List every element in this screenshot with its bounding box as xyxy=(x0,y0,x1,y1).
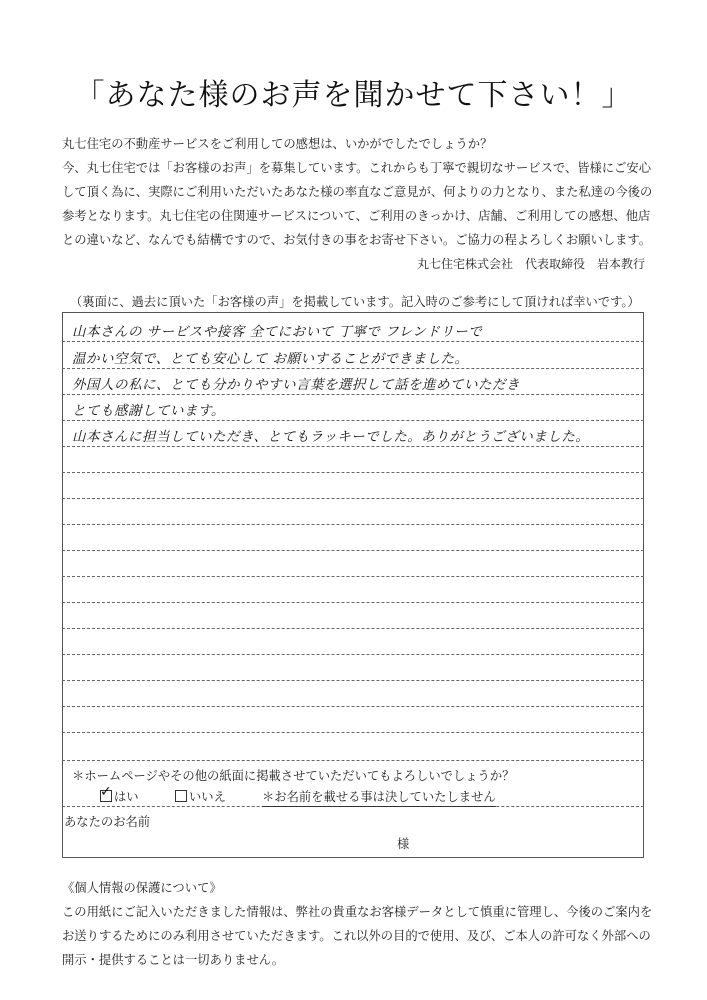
name-suffix: 様 xyxy=(397,837,410,851)
page-title: 「あなた様のお声を聞かせて下さい！」 xyxy=(74,78,633,113)
signature: 丸七住宅株式会社 代表取締役 岩本教行 xyxy=(416,257,645,271)
handwritten-comment-line: 山本さんに担当していただき、とてもラッキーでした。ありがとうございました。 xyxy=(72,429,590,445)
ruled-line xyxy=(62,368,644,369)
yes-checkbox[interactable] xyxy=(100,784,112,802)
ruled-line xyxy=(62,394,644,395)
ruled-line xyxy=(62,498,644,499)
privacy-line: この用紙にご記入いただきました情報は、弊社の貴重なお客様データとして慎重に管理し、今後のご案内を xyxy=(62,905,653,919)
consent-question: ＊ホームページやその他の紙面に掲載させていただいてもよろしいでしょうか？ xyxy=(72,769,515,783)
check-mark-icon: ✓ xyxy=(100,784,112,800)
yes-label: はい xyxy=(114,790,139,804)
consent-no-option[interactable] xyxy=(175,787,226,805)
ruled-line xyxy=(62,420,644,421)
name-privacy-note: ＊お名前を載せる事は決していたしません xyxy=(262,787,496,807)
form-note: （裏面に、過去に頂いた「お客様の声」を掲載しています。記入時のご参考にして頂ければ幸いです。） xyxy=(70,295,640,309)
ruled-line xyxy=(62,472,644,473)
handwritten-comment-line: 温かい空気で、とても安心して お願いすることができました。 xyxy=(72,351,469,367)
ruled-line xyxy=(62,524,644,525)
ruled-line xyxy=(62,341,644,342)
intro-line: して頂く為に、実際にご利用いただいたあなた様の率直なご意見が、何よりの力となり、また私達の今後の xyxy=(62,185,653,199)
handwritten-comment-line: 外国人の私に、とても分かりやすい言葉を選択して話を進めていただき xyxy=(72,377,520,393)
privacy-line: お送りするためにのみ利用させていただきます。これ以外の目的で使用、及び、ご本人の許可なく外部への xyxy=(62,929,651,943)
ruled-line xyxy=(62,654,644,655)
no-checkbox[interactable] xyxy=(175,790,187,802)
privacy-heading: 《個人情報の保護について》 xyxy=(62,881,222,895)
intro-line: 丸七住宅の不動産サービスをご利用しての感想は、いかがでしたでしょうか？ xyxy=(62,137,493,151)
ruled-line xyxy=(62,732,644,733)
name-field-label: あなたのお名前 xyxy=(64,815,151,829)
consent-yes-option[interactable] xyxy=(100,784,139,805)
intro-line: 今、丸七住宅では「お客様のお声」を募集しています。これからも丁寧で親切なサービスで、皆様にご安心 xyxy=(62,161,652,175)
intro-line: との違いなど、なんでも結構ですので、お気付きの事をお寄せ下さい。ご協力の程よろしくお願いします。 xyxy=(62,233,652,247)
ruled-line xyxy=(62,550,644,551)
ruled-line xyxy=(62,760,644,761)
ruled-line xyxy=(62,628,644,629)
handwritten-comment-line: 山本さんの サービスや接客 全てにおいて 丁寧で フレンドリーで xyxy=(72,324,483,340)
privacy-line: 開示・提供することは一切ありません。 xyxy=(62,953,285,967)
no-label: いいえ xyxy=(189,790,226,804)
ruled-line xyxy=(62,602,644,603)
ruled-line xyxy=(62,706,644,707)
ruled-line xyxy=(62,576,644,577)
ruled-line xyxy=(62,446,644,447)
intro-line: 参考となります。丸七住宅の住関連サービスについて、ご利用のきっかけ、店舗、ご利用しての感想、他店 xyxy=(62,209,651,223)
ruled-line xyxy=(62,680,644,681)
handwritten-comment-line: とても感謝しています。 xyxy=(72,403,225,419)
